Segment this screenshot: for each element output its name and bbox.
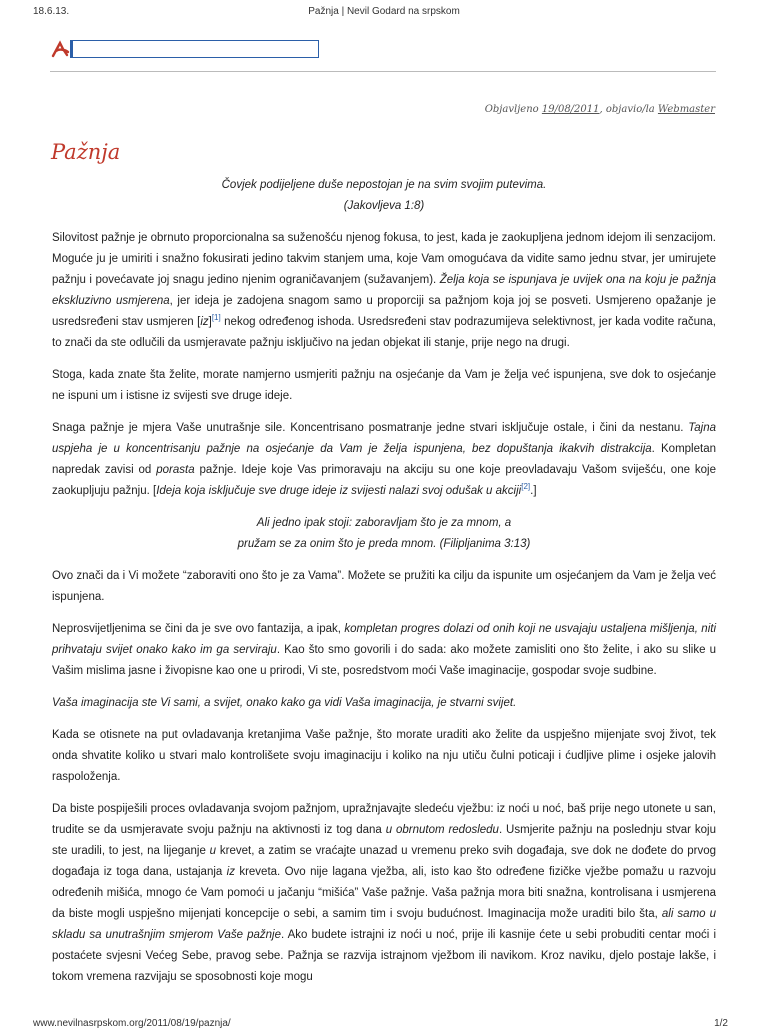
quote-2-line-1: Ali jedno ipak stoji: zaboravljam što je za mnom, a [256, 517, 512, 529]
text: Silovitost pažnje je obrnuto proporcionalna sa suženošću njenog fokusa, to jest, kada je zaokupljena jednom idejom ili senzacijom. Moguće ju je umiriti i snažno fokusirati jedino takvim stanjem uma, koje Vam omogućava da vidite samo jednu stvar, jer umirujete pažnju i povećavate joj snagu jedino njenim ograničavanjem (sužavanjem). [52, 232, 716, 286]
quote-2-line-2: pružam se za onim što je preda mnom. (Filipljanima 3:13) [237, 538, 531, 550]
footnote-link-1[interactable]: [1] [211, 313, 221, 323]
article-content [52, 175, 716, 999]
post-meta [485, 104, 715, 115]
quote-2 [52, 513, 716, 555]
text: ] [208, 316, 212, 328]
paragraph-3 [52, 418, 716, 502]
page-number: 1/2 [714, 1018, 728, 1029]
text: , jer ideja je zadojena snagom samo u proporciji sa pažnjom koja joj se posveti. Usmjereno opažanje je usredsređeni stav usmjeren [ [52, 295, 716, 328]
text: kreveta. Ovo nije lagana vježba, ali, isto kao što određene fizičke vježbe pomažu u razvoju određenih mišića, mnogo će Vam pomoći u jačanju “mišića” Vaše pažnje. Vaša pažnja mora biti snažna, kontrolisana i usmjerena da biste mogli uspješno mijenjati koncepcije o sebi, a samim tim i svoju budućnost. Imaginacija može uraditi bilo šta, [52, 866, 716, 920]
quote-1-line-1: Čovjek podijeljene duše nepostojan je na svim svojim putevima. [221, 179, 547, 191]
emphasis: Vaša imaginacija ste Vi sami, a svijet, onako kako ga vidi Vaša imaginacija, je stvarni svijet. [52, 697, 517, 709]
text: Snaga pažnje je mjera Vaše unutrašnje sile. Koncentrisano posmatranje jedne stvari isključuje ostale, i čini da nestanu. [52, 422, 689, 434]
text: Neprosvijetljenima se čini da je sve ovo fantazija, a ipak, [52, 623, 345, 635]
emphasis: Ideja koja isključuje sve druge ideje iz svijesti nalazi svoj odušak u akciji [156, 485, 522, 497]
page-title: Pažnja [51, 140, 121, 164]
paragraph-1 [52, 228, 716, 354]
text: .] [530, 485, 537, 497]
emphasis: ali samo u skladu sa unutrašnjim smjerom Vaše pažnje [52, 908, 716, 941]
footnote-link-2[interactable]: [2] [521, 482, 531, 492]
meta-prefix: Objavljeno [484, 104, 542, 115]
paragraph-8 [52, 799, 716, 988]
paragraph-7: Kada se otisnete na put ovladavanja kretanjima Vaše pažnje, što morate uraditi ako želite da uspješno mijenjate svoj život, tek onda shvatite koliko u stvari malo kontrolišete svoju imaginaciju i koliko na nju utiču čulni poticaji i ćudljive plime i osjeke jalovih raspoloženja. [52, 729, 716, 783]
emphasis: Želja koja se ispunjava je uvijek ona na koju je pažnja ekskluzivno usmjerena [52, 274, 716, 307]
top-bar [40, 32, 740, 62]
emphasis: Tajna uspjeha je u koncentrisanju pažnje na osjećanje da Vam je želja ispunjena, bez dopuštanja ikakvih distrakcija [52, 422, 716, 455]
print-header [0, 6, 768, 22]
paragraph-2: Stoga, kada znate šta želite, morate namjerno usmjeriti pažnju na osjećanje da Vam je želja već ispunjena, sve dok to osjećanje ne ispuni um i istisne iz svijesti sve druge ideje. [52, 369, 716, 402]
paragraph-5 [52, 619, 716, 682]
site-logo-icon[interactable] [50, 39, 72, 59]
text: . Usmjerite pažnju na poslednju stvar koju ste uradili, to jest, na lijeganje [52, 824, 716, 857]
text: nekog određenog ishoda. Usredsređeni stav podrazumijeva selektivnost, jer kada vodite računa, to znači da ste odlučili da usmjeravate pažnju isključivo na jedan objekat ili stanje, prije nego na drugi. [52, 316, 716, 349]
print-url: www.nevilnasrpskom.org/2011/08/19/paznja/ [33, 1018, 231, 1029]
emphasis: kompletan progres dolazi od onih koji ne usvajaju ustaljena mišljenja, niti prihvataju svijet onako kako im ga serviraju [52, 623, 716, 656]
post-date-link[interactable]: 19/08/2011 [541, 104, 600, 115]
quote-1-line-2: (Jakovljeva 1:8) [343, 200, 425, 212]
print-title: Pažnja | Nevil Godard na srpskom [308, 6, 460, 17]
emphasis: iz [226, 866, 235, 878]
text: Da biste pospiješili proces ovladavanja svojom pažnjom, upražnjavajte sledeću vježbu: iz noći u noć, baš prije nego utonete u san, trudite se da usmjeravate svoju pažnju na aktivnosti iz tog dana [52, 803, 716, 836]
meta-middle: , objavio/la [599, 104, 658, 115]
text: krevet, a zatim se vraćajte unazad u vremenu preko svih događaja, sve dok ne dođete do prvog događaja iz toga dana, ustajanja [52, 845, 716, 878]
header-divider [50, 71, 716, 72]
text: . Kompletan napredak zavisi od [52, 443, 716, 476]
print-date: 18.6.13. [33, 6, 70, 17]
text: pažnje. Ideje koje Vas primoravaju na akciju su one koje preovladavaju Vašom sviješću, one koje zaokupljuju pažnju. [ [52, 464, 716, 497]
paragraph-6 [52, 693, 716, 714]
emphasis: iz [200, 316, 209, 328]
paragraph-4: Ovo znači da i Vi možete “zaboraviti ono što je za Vama”. Možete se pružiti ka cilju da ispunite um osjećanjem da Vam je želja već ispunjena. [52, 570, 716, 603]
text: . Ako budete istrajni iz noći u noć, prije ili kasnije ćete u sebi probuditi centar moći i postaćete svjesni Većeg Sebe, pravog sebe. Pažnja se razvija istrajnom vježbom ili navikom. Kroz naviku, djelo postaje lakše, i tokom vremena razvijaju se sposobnosti koje mogu [52, 929, 716, 983]
text: . Kao što smo govorili i do sada: ako možete zamisliti ono što želite, i ako su slike u Vašim mislima jasne i živopisne kao one u prirodi, Vi ste, posredstvom moći Vaše imaginacije, gospodar svoje sudbine. [52, 644, 716, 677]
search-input[interactable] [70, 40, 319, 58]
emphasis: u [209, 845, 217, 857]
quote-1 [52, 175, 716, 217]
emphasis: u obrnutom redosledu [385, 824, 499, 836]
emphasis: porasta [156, 464, 195, 476]
author-link[interactable]: Webmaster [657, 104, 715, 115]
